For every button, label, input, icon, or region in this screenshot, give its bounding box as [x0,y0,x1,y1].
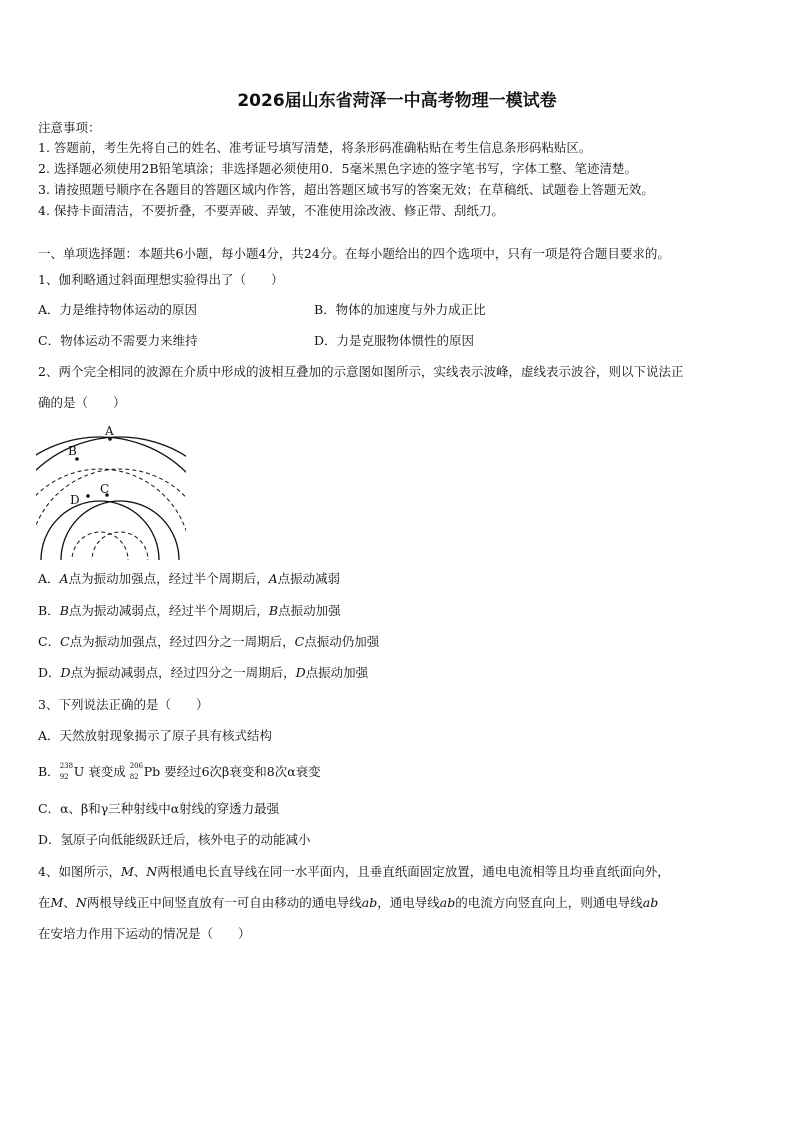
notice-item-2: 2. 选择题必须使用2B铅笔填涂；非选择题必须使用0．5毫米黑色字迹的签字笔书写，字体工整、笔迹清楚。 [38,161,637,176]
point-a-label: A [105,424,114,438]
q2-option-d: D．D点为振动减弱点，经过四分之一周期后，D点振动加强 [38,665,369,680]
q2-option-c: C．C点为振动加强点，经过四分之一周期后，C点振动仍加强 [38,634,380,649]
notice-heading: 注意事项： [38,120,101,135]
wave-interference-figure [36,420,186,562]
q1-option-b: B．物体的加速度与外力成正比 [314,302,486,317]
q3-option-c: C．α、β和γ三种射线中α射线的穿透力最强 [38,801,280,816]
q3-option-d: D．氢原子向低能级跃迁后，核外电子的动能减小 [38,832,311,847]
q1-option-a: A．力是维持物体运动的原因 [38,302,198,317]
q2-option-b: B．B点为振动减弱点，经过半个周期后，B点振动加强 [38,603,341,618]
point-d-label: D [70,493,80,507]
q3-stem: 3、下列说法正确的是（ ） [38,697,209,712]
q4-line1: 4、如图所示，M、N两根通电长直导线在同一水平面内，且垂直纸面固定放置，通电电流相等且均垂直纸面向外， [38,864,670,879]
crest-left-1 [41,501,159,562]
trough-right-1 [92,532,148,562]
q3-option-b: B． 238 92 U 衰变成 206 82 Pb 要经过6次β衰变和8次α衰变 [38,761,321,781]
q3-option-a: A．天然放射现象揭示了原子具有核式结构 [38,728,273,743]
trough-left-1 [72,532,128,562]
q1-option-c: C．物体运动不需要力来维持 [38,333,198,348]
section-heading: 一、单项选择题：本题共6小题，每小题4分，共24分。在每小题给出的四个选项中，只有一项是符合题目要求的。 [38,246,670,261]
notice-item-1: 1. 答题前，考生先将自己的姓名、准考证号填写清楚，将条形码准确粘贴在考生信息条形码粘贴区。 [38,140,592,155]
uranium-isotope: 238 92 [59,761,74,781]
q1-option-d: D．力是克服物体惯性的原因 [314,333,475,348]
trough-left-2 [36,469,186,562]
q1-stem: 1、伽利略通过斜面理想实验得出了（ ） [38,272,284,287]
notice-item-4: 4. 保持卡面清洁，不要折叠，不要弄破、弄皱，不准使用涂改液、修正带、刮纸刀。 [38,203,504,218]
crest-right-2 [36,437,186,562]
crest-right-1 [61,501,179,562]
q4-line3: 在安培力作用下运动的情况是（ ） [38,926,251,941]
q4-line2: 在M、N两根导线正中间竖直放有一可自由移动的通电导线ab，通电导线ab的电流方向竖直向上，则通电导线ab [38,895,659,910]
q2-stem-line2: 确的是（ ） [38,395,126,410]
crest-left-2 [36,437,186,562]
point-d-dot [86,494,90,498]
q2-option-a: A．A点为振动加强点，经过半个周期后，A点振动减弱 [38,571,341,586]
notice-item-3: 3. 请按照题号顺序在各题目的答题区域内作答，超出答题区域书写的答案无效；在草稿纸、试题卷上答题无效。 [38,182,654,197]
trough-right-2 [36,469,186,562]
point-c-label: C [100,482,110,496]
q2-stem-line1: 2、两个完全相同的波源在介质中形成的波相互叠加的示意图如图所示，实线表示波峰，虚线表示波谷，则以下说法正 [38,364,684,379]
page-title: 2026届山东省菏泽一中高考物理一模试卷 [237,91,557,111]
point-b-label: B [68,444,77,458]
lead-isotope: 206 82 [129,761,144,781]
